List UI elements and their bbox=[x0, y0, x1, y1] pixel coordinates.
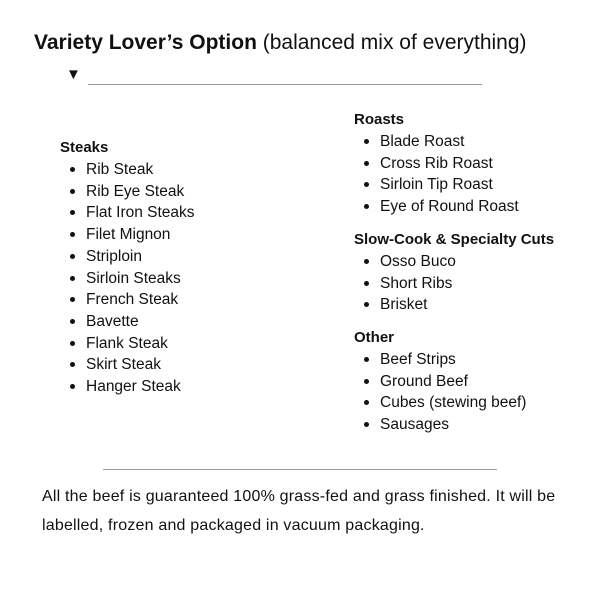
list-item: Eye of Round Roast bbox=[354, 196, 594, 218]
page-title bbox=[34, 29, 594, 57]
divider bbox=[103, 469, 497, 470]
section-roasts bbox=[354, 109, 594, 218]
section-steaks bbox=[60, 137, 310, 398]
list-item: Osso Buco bbox=[354, 251, 594, 273]
list-item: Cubes (stewing beef) bbox=[354, 392, 594, 414]
left-column bbox=[60, 137, 310, 409]
list-item: Hanger Steak bbox=[60, 376, 310, 398]
list-item: Short Ribs bbox=[354, 273, 594, 295]
list-item: Beef Strips bbox=[354, 349, 594, 371]
section-heading-steaks: Steaks bbox=[60, 139, 109, 156]
list-item: Cross Rib Roast bbox=[354, 153, 594, 175]
list-item: Ground Beef bbox=[354, 371, 594, 393]
section-other bbox=[354, 327, 594, 436]
section-slow-cook bbox=[354, 229, 594, 316]
option-subtitle: (balanced mix of everything) bbox=[256, 31, 527, 54]
list-item: Rib Eye Steak bbox=[60, 181, 310, 203]
list-item: Bavette bbox=[60, 311, 310, 333]
list-item: Sirloin Steaks bbox=[60, 268, 310, 290]
disclosure-toggle[interactable] bbox=[66, 64, 486, 88]
list-item: Flat Iron Steaks bbox=[60, 202, 310, 224]
toggle-underline bbox=[88, 84, 482, 85]
list-item: French Steak bbox=[60, 289, 310, 311]
list-item: Brisket bbox=[354, 294, 594, 316]
list-item: Blade Roast bbox=[354, 131, 594, 153]
list-item: Sausages bbox=[354, 414, 594, 436]
option-name: Variety Lover’s Option bbox=[34, 31, 257, 54]
section-heading-roasts: Roasts bbox=[354, 111, 405, 128]
section-heading-other: Other bbox=[354, 328, 395, 346]
list-item: Flank Steak bbox=[60, 333, 310, 355]
list-slow-cook bbox=[354, 251, 594, 316]
right-column bbox=[354, 109, 594, 447]
list-other bbox=[354, 349, 594, 436]
list-item: Striploin bbox=[60, 246, 310, 268]
list-item: Sirloin Tip Roast bbox=[354, 174, 594, 196]
list-roasts bbox=[354, 131, 594, 218]
list-item: Rib Steak bbox=[60, 159, 310, 181]
list-item: Filet Mignon bbox=[60, 224, 310, 246]
section-heading-slow-cook: Slow-Cook & Specialty Cuts bbox=[354, 230, 555, 248]
list-steaks bbox=[60, 159, 310, 398]
footer-note: All the beef is guaranteed 100% grass-fed and grass finished. It will be labelled, frozen and packaged in vacuum packaging. bbox=[42, 488, 556, 534]
triangle-down-icon[interactable]: ▼ bbox=[66, 66, 81, 83]
list-item: Skirt Steak bbox=[60, 354, 310, 376]
